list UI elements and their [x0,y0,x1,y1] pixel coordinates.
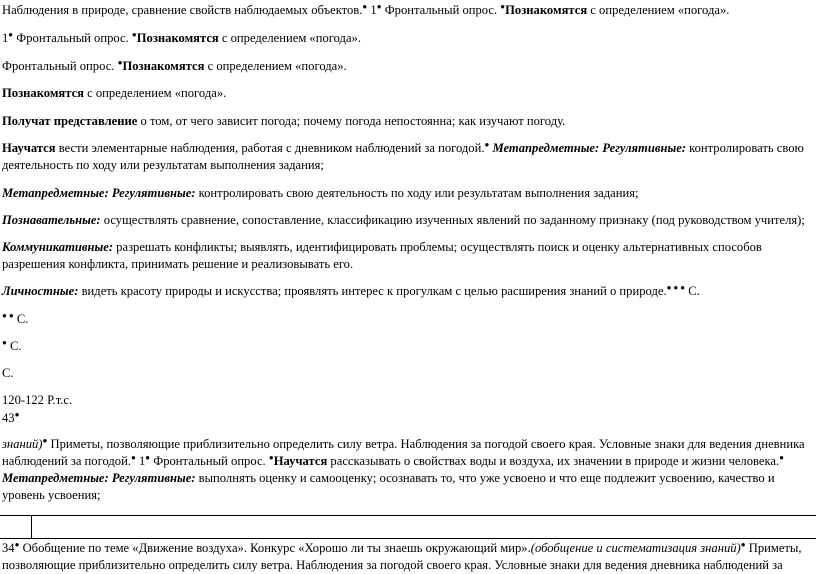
text: Приметы, позволяющие приблизительно определить силу ветра. Наблюдения за погодой своего края. Условные знаки для ведения дневника наблюдений за погодой. [2,437,805,468]
bold-term: Познакомятся [122,59,205,73]
table-border-middle [0,538,816,539]
paragraph-11 [2,311,812,328]
bullet: ● ● ● [666,282,686,292]
control-form: Фронтальный опрос. [2,59,118,73]
bullet: ● [42,435,48,445]
text: С. [2,366,14,380]
bold-term: Познакомятся [136,31,219,45]
text: выполнять оценку и самооценку; осознавать то, что уже усвоено и что еще подлежит усвоению, качество и уровень усвоения; [2,471,775,502]
bullet: ● [500,1,506,11]
bold-italic-term: Метапредметные: Регулятивные: [489,141,686,155]
bullet: ● [130,452,136,462]
bullet: ● [2,337,7,347]
text: вести элементарные наблюдения, работая с дневником наблюдений за погодой. [55,141,485,155]
text: с определением «погода». [587,3,730,17]
text: с определением «погода». [84,86,227,100]
bold-italic-term: Личностные: [2,284,79,298]
paragraph-8 [2,212,812,229]
paragraph-4 [2,85,812,102]
bold-italic-term: Метапредметные: Регулятивные: [2,186,196,200]
paragraph-17 [2,540,812,574]
bullet: ● [117,57,123,67]
text: осуществлять сравнение, сопоставление, классификацию изученных явлений по заданному признаку (под руководством учителя); [100,213,805,227]
lesson-hours: 1 [2,31,9,45]
text: С. [13,312,29,326]
text: разрешать конфликты; выявлять, идентифицировать проблемы; осуществлять поиск и оценку альтернативных способов разрешения конфликта, принимать решение и реализовывать его. [2,240,762,271]
paragraph-2 [2,30,812,47]
bullet: ● [484,139,490,149]
paragraph-12 [2,338,812,355]
paragraph-14 [2,392,812,409]
bold-term: Научатся [2,141,56,155]
control-form: Фронтальный опрос. [381,3,501,17]
text: видеть красоту природы и искусства; проявлять интерес к прогулкам с целью расширения знаний о природе. [78,284,667,298]
paragraph-3 [2,58,812,75]
text: Обобщение по теме «Движение воздуха». Конкурс «Хорошо ли ты знаешь окружающий мир». [19,541,531,555]
paragraph-13 [2,365,812,382]
paragraph-7 [2,185,812,202]
bold-italic-term: Коммуникативные: [2,240,114,254]
text: 120-122 Р.т.с. [2,393,73,407]
lesson-number: 34 [2,541,15,555]
bullet: ● ● [2,310,14,320]
bold-term: Получат представление [2,114,138,128]
text: С. [685,284,700,298]
paragraph-1 [2,2,812,19]
text: с определением «погода». [204,59,347,73]
paragraph-6 [2,140,812,174]
bullet: ● [362,1,368,11]
paragraph-9 [2,239,812,273]
bullet: ● [376,1,382,11]
text: с определением «погода». [218,31,361,45]
text: о том, от чего зависит погода; почему погода непостоянна; как изучают погоду. [137,114,566,128]
table-column-divider [31,515,32,538]
bullet: ● [131,29,137,39]
paragraph-10 [2,283,812,300]
bold-italic-term: Метапредметные: Регулятивные: [2,471,196,485]
bullet: ● [145,452,151,462]
bullet: ● [268,452,274,462]
table-border-top [0,515,816,516]
bold-italic-term: Познавательные: [2,213,101,227]
text: контролировать свою деятельность по ходу или результатам выполнения задания; [195,186,639,200]
text: С. [6,339,22,353]
text: Приметы, позволяющие приблизительно определить силу ветра. Наблюдения за погодой своего края. Условные знаки для ведения дневника наблюдений за [2,541,802,572]
bold-term: Познакомятся [505,3,588,17]
bold-term: Познакомятся [2,86,84,100]
bullet: ● [740,539,746,549]
italic-text: (обобщение и систематизация знаний) [530,541,741,555]
control-form: Фронтальный опрос. [13,31,132,45]
text: Наблюдения в природе, сравнение свойств наблюдаемых объектов. [2,3,363,17]
italic-text: знаний) [2,437,43,451]
lesson-hours: 1 [367,3,377,17]
text: контролировать свою деятельность по ходу или результатам выполнения задания; [2,141,804,172]
bullet: ● [14,409,20,419]
text: 43 [2,411,15,425]
control-form: Фронтальный опрос. [150,454,269,468]
text: рассказывать о свойствах воды и воздуха, их значении в природе и жизни человека. [327,454,780,468]
bold-term: Научатся [273,454,328,468]
paragraph-16 [2,436,812,504]
bullet: ● [14,539,20,549]
bullet: ● [779,452,784,462]
lesson-hours: 1 [135,454,146,468]
paragraph-15 [2,410,812,427]
bullet: ● [8,29,14,39]
paragraph-5 [2,113,812,130]
